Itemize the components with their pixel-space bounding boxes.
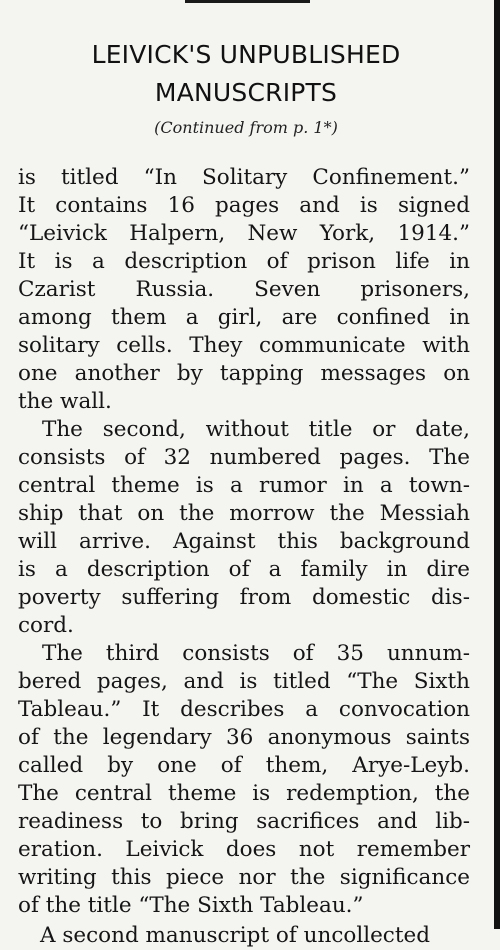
body-line: readiness to bring sacrifices and lib- bbox=[18, 809, 470, 834]
body-line: of the title “The Sixth Tableau.” bbox=[18, 893, 364, 918]
body-line: central theme is a rumor in a town- bbox=[18, 473, 470, 498]
body-line: cord. bbox=[18, 613, 74, 638]
body-line: poverty suffering from domestic dis- bbox=[18, 585, 470, 610]
body-line: one another by tapping messages on bbox=[18, 361, 470, 386]
body-line: is titled “In Solitary Confinement.” bbox=[18, 165, 470, 190]
body-line: writing this piece nor the significance bbox=[18, 865, 470, 890]
page-edge bbox=[494, 0, 500, 929]
body-line: will arrive. Against this background bbox=[18, 529, 470, 554]
article-body bbox=[18, 164, 470, 920]
article-title bbox=[0, 36, 492, 112]
body-line: is a description of a family in dire bbox=[18, 557, 470, 582]
body-line: It contains 16 pages and is signed bbox=[18, 193, 470, 218]
top-rule bbox=[185, 0, 310, 3]
body-line: “Leivick Halpern, New York, 1914.” bbox=[18, 221, 470, 246]
title-line-1: LEIVICK'S UNPUBLISHED bbox=[91, 40, 401, 69]
body-line: among them a girl, are confined in bbox=[18, 305, 470, 330]
body-line: It is a description of prison life in bbox=[18, 249, 470, 274]
body-line: of the legendary 36 anonymous saints bbox=[18, 725, 470, 750]
body-line: Tableau.” It describes a convocation bbox=[18, 697, 470, 722]
body-line: eration. Leivick does not remember bbox=[18, 837, 470, 862]
cut-off-line bbox=[40, 916, 470, 948]
body-line: called by one of them, Arye-Leyb. bbox=[18, 753, 470, 778]
body-line: Czarist Russia. Seven prisoners, bbox=[18, 277, 470, 302]
continued-note: (Continued from p. 1*) bbox=[154, 118, 338, 137]
body-line: The central theme is redemption, the bbox=[18, 781, 470, 806]
body-line: ship that on the morrow the Messiah bbox=[18, 501, 470, 526]
body-line: The third consists of 35 unnum- bbox=[42, 641, 470, 666]
title-line-2: MANUSCRIPTS bbox=[154, 78, 338, 107]
body-line: the wall. bbox=[18, 389, 112, 414]
body-line: consists of 32 numbered pages. The bbox=[18, 445, 470, 470]
body-line: solitary cells. They communicate with bbox=[18, 333, 470, 358]
cut-off-text: A second manuscript of uncollected bbox=[40, 923, 430, 948]
body-line: The second, without title or date, bbox=[42, 417, 470, 442]
body-line: bered pages, and is titled “The Sixth bbox=[18, 669, 470, 694]
